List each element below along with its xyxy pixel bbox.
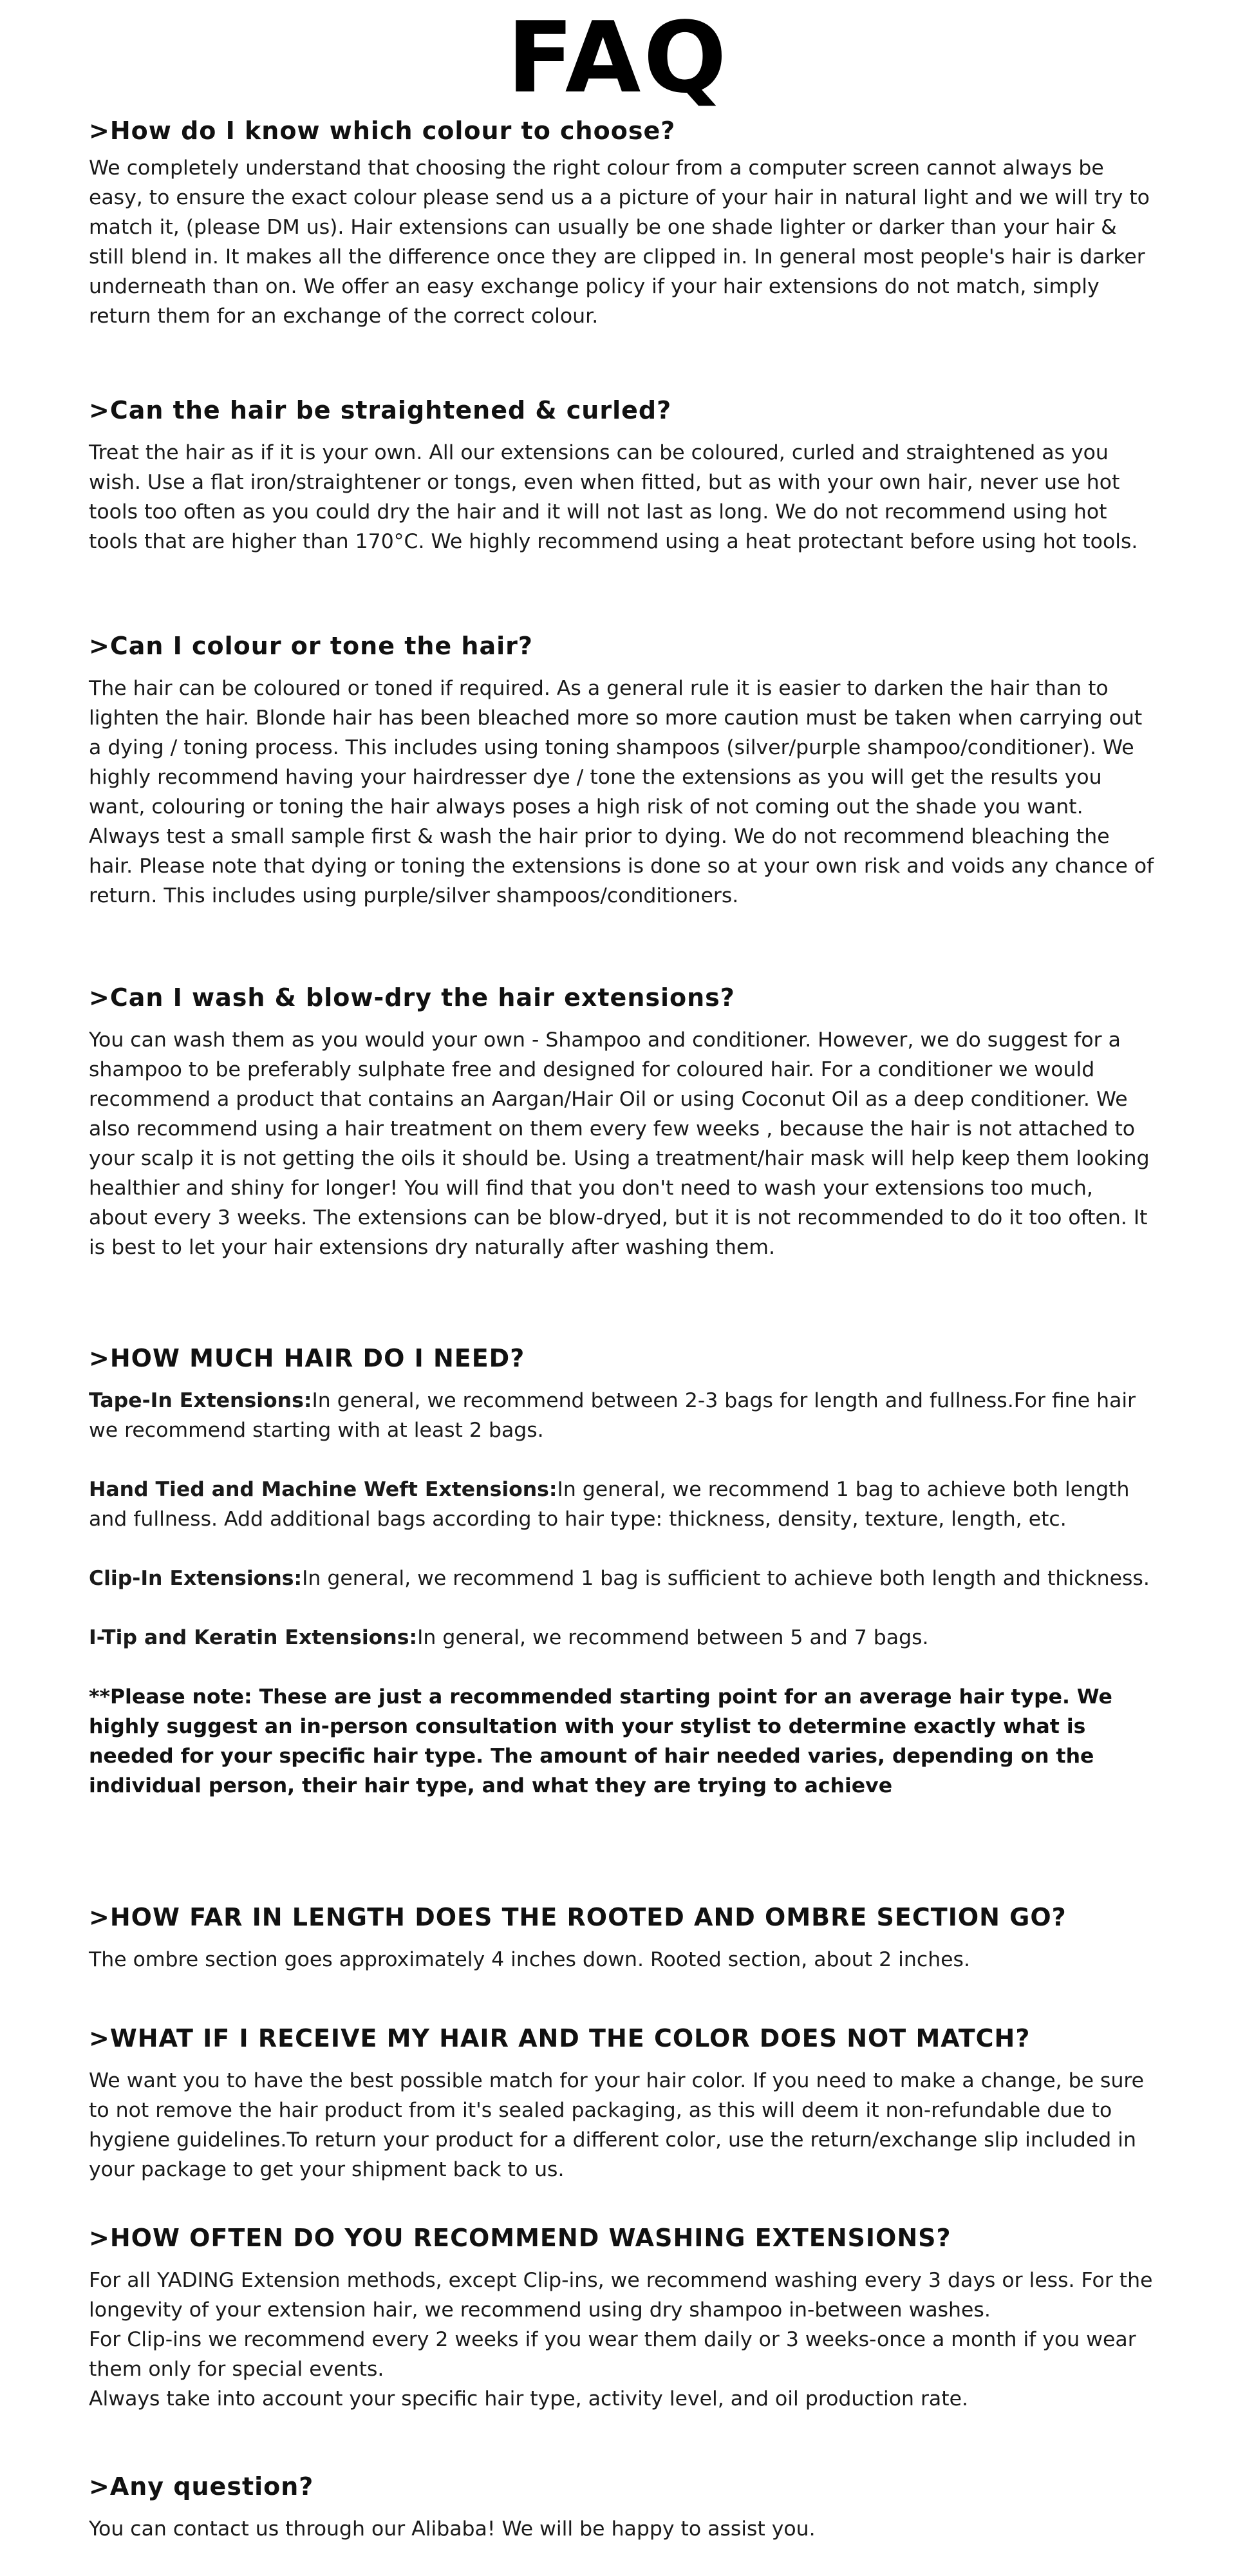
faq-answer bbox=[89, 2266, 1157, 2414]
faq-item-color-mismatch bbox=[89, 2022, 1157, 2184]
faq-answer: The ombre section goes approximately 4 inches down. Rooted section, about 2 inches. bbox=[89, 1948, 970, 1971]
washing-line: For all YADING Extension methods, except Clip-ins, we recommend washing every 3 days or less. For the longevity of your extension hair, we recommend using dry shampoo in-between washes. bbox=[89, 2269, 1153, 2322]
faq-question: >How do I know which colour to choose? bbox=[89, 117, 676, 145]
recommendation-text: In general, we recommend 1 bag to achieve both length and fullness. Add additional bags according to hair type: thickness, density, texture, length, etc. bbox=[89, 1478, 1130, 1531]
recommendation-label: Hand Tied and Machine Weft Extensions: bbox=[89, 1478, 557, 1501]
faq-question: >HOW OFTEN DO YOU RECOMMEND WASHING EXTENSIONS? bbox=[89, 2224, 951, 2252]
faq-answer: We completely understand that choosing the right colour from a computer screen cannot always be easy, to ensure the exact colour please send us a a picture of your hair in natural light and we will try to match it, (please DM us). Hair extensions can usually be one shade lighter or darker than your hair & still blend in. It makes all the difference once they are clipped in. In general most people's hair is darker underneath than on. We offer an easy exchange policy if your hair extensions do not match, simply return them for an exchange of the correct colour. bbox=[89, 156, 1150, 328]
faq-question: >HOW MUCH HAIR DO I NEED? bbox=[89, 1344, 525, 1372]
recommendation-tape-in bbox=[89, 1386, 1157, 1445]
recommendation-label: Tape-In Extensions: bbox=[89, 1389, 312, 1412]
faq-item-any-question bbox=[89, 2470, 1157, 2544]
faq-item-how-much-hair bbox=[89, 1342, 1157, 1801]
faq-answer: Treat the hair as if it is your own. All our extensions can be coloured, curled and straightened as you wish. Use a flat iron/straightener or tongs, even when fitted, but as with your own hair, never use hot tools too often as you could dry the hair and it will not last as long. We do not recommend using hot tools that are higher than 170°C. We highly recommend using a heat protectant before using hot tools. bbox=[89, 441, 1138, 553]
faq-question: >WHAT IF I RECEIVE MY HAIR AND THE COLOR DOES NOT MATCH? bbox=[89, 2024, 1031, 2052]
washing-line: Always take into account your specific hair type, activity level, and oil production rate. bbox=[89, 2387, 968, 2410]
recommendation-clip-in bbox=[89, 1564, 1157, 1593]
faq-item-washing-frequency bbox=[89, 2222, 1157, 2414]
faq-answer: We want you to have the best possible match for your hair color. If you need to make a change, be sure to not remove the hair product from it's sealed packaging, as this will deem it non-refundable due to hygiene guidelines.To return your product for a different color, use the return/exchange slip included in your package to get your shipment back to us. bbox=[89, 2069, 1145, 2181]
recommendation-note: **Please note: These are just a recommended starting point for an average hair type. We highly suggest an in-person consultation with your stylist to determine exactly what is needed for your specific hair type. The amount of hair needed varies, depending on the individual person, their hair type, and what they are trying to achieve bbox=[89, 1685, 1112, 1797]
faq-question: >Can I wash & blow-dry the hair extensions? bbox=[89, 983, 735, 1012]
faq-item-ombre-length bbox=[89, 1901, 1157, 1975]
recommendation-label: Clip-In Extensions: bbox=[89, 1567, 303, 1590]
recommendation-text: In general, we recommend between 2-3 bags for length and fullness.For fine hair we recommend starting with at least 2 bags. bbox=[89, 1389, 1136, 1442]
faq-item-colour-tone bbox=[89, 630, 1157, 911]
faq-item-straighten-curl bbox=[89, 394, 1157, 556]
faq-answer: You can wash them as you would your own - Shampoo and conditioner. However, we do suggest for a shampoo to be preferably sulphate free and designed for coloured hair. For a conditioner we would recommend a product that contains an Aargan/Hair Oil or using Coconut Oil as a deep conditioner. We also recommend using a hair treatment on them every few weeks , because the hair is not attached to your scalp it is not getting the oils it should be. Using a treatment/hair mask will help keep them looking healthier and shiny for longer! You will find that you don't need to wash your extensions too much, about every 3 weeks. The extensions can be blow-dryed, but it is not recommended to do it too often. It is best to let your hair extensions dry naturally after washing them. bbox=[89, 1028, 1150, 1259]
recommendation-text: In general, we recommend 1 bag is sufficient to achieve both length and thickness. bbox=[302, 1567, 1150, 1590]
recommendation-i-tip bbox=[89, 1623, 1157, 1653]
faq-item-wash-blowdry bbox=[89, 981, 1157, 1262]
faq-question: >HOW FAR IN LENGTH DOES THE ROOTED AND OMBRE SECTION GO? bbox=[89, 1903, 1067, 1931]
faq-question: >Any question? bbox=[89, 2472, 314, 2501]
recommendation-hand-tied bbox=[89, 1475, 1157, 1534]
washing-line: For Clip-ins we recommend every 2 weeks if you wear them daily or 3 weeks-once a month if you wear them only for special events. bbox=[89, 2328, 1136, 2381]
faq-answer: You can contact us through our Alibaba! We will be happy to assist you. bbox=[89, 2517, 816, 2541]
faq-answer: The hair can be coloured or toned if required. As a general rule it is easier to darken the hair than to lighten the hair. Blonde hair has been bleached more so more caution must be taken when carrying out a dying / toning process. This includes using toning shampoos (silver/purple shampoo/conditioner). We highly recommend having your hairdresser dye / tone the extensions as you will get the results you want, colouring or toning the hair always poses a high risk of not coming out the shade you want. Always test a small sample first & wash the hair prior to dying. We do not recommend bleaching the hair. Please note that dying or toning the extensions is done so at your own risk and voids any chance of return. This includes using purple/silver shampoos/conditioners. bbox=[89, 677, 1154, 907]
page-title: FAQ bbox=[507, 1, 729, 115]
faq-item-colour-choice bbox=[89, 115, 1157, 331]
recommendation-label: I-Tip and Keratin Extensions: bbox=[89, 1626, 418, 1649]
faq-question: >Can the hair be straightened & curled? bbox=[89, 396, 672, 424]
faq-question: >Can I colour or tone the hair? bbox=[89, 632, 533, 660]
recommendation-text: In general, we recommend between 5 and 7 bags. bbox=[417, 1626, 929, 1649]
